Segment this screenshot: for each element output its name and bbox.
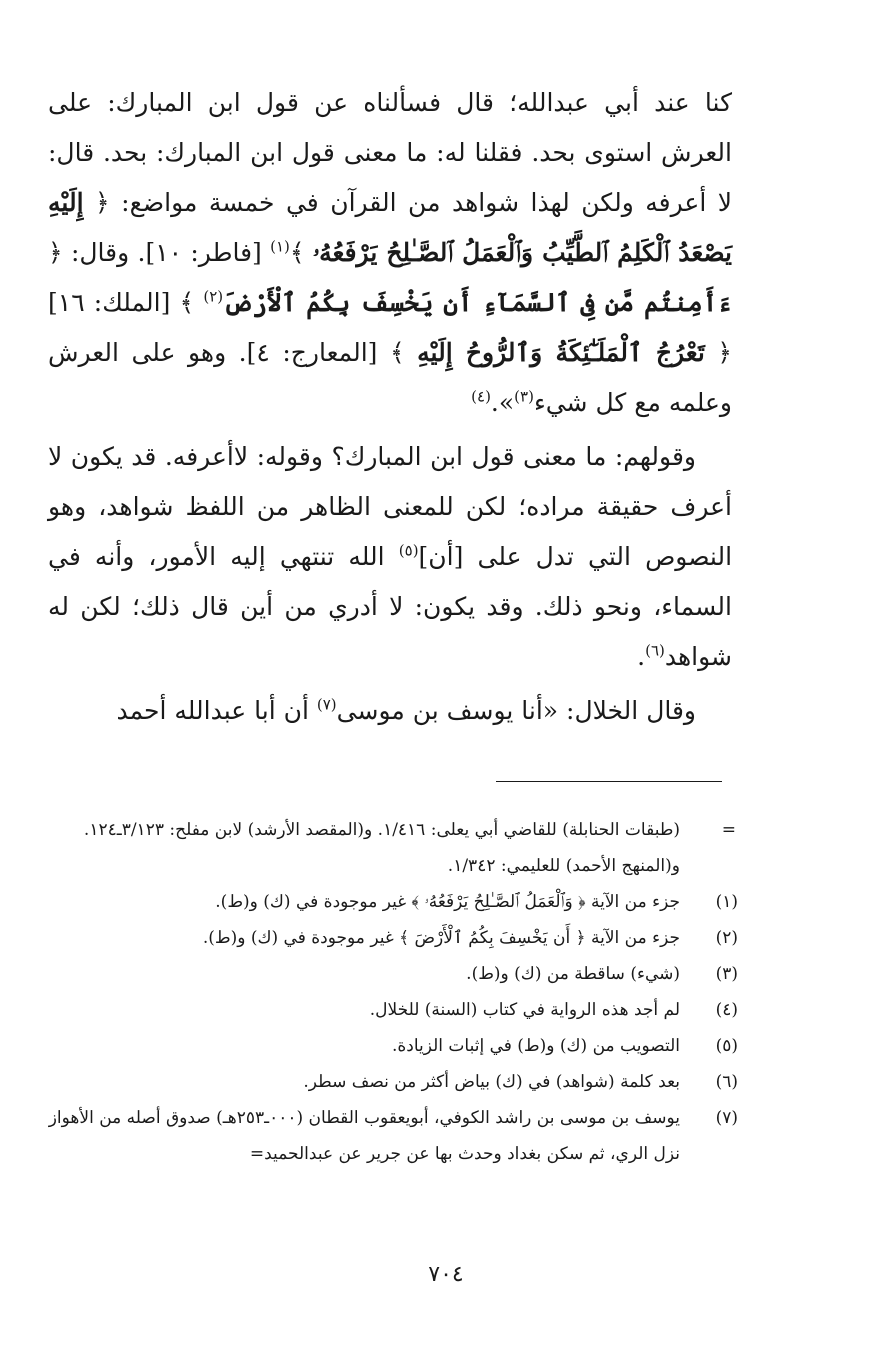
verse-open-bracket: ﴿ bbox=[95, 188, 110, 217]
paragraph-2 bbox=[48, 432, 732, 682]
paragraph-1-intro: كنا عند أبي عبدالله؛ قال فسألناه عن قول ابن المبارك: على العرش استوى بحد. فقلنا له: ما معنى قول ابن المبارك: بحد. قال: لا أعرفه ولكن لهذا شواهد من القرآن في خمسة مواضع: bbox=[48, 88, 733, 217]
paragraph-2-part-a: وقولهم: ما معنى قول ابن المبارك؟ وقوله: لاأعرفه. قد يكون لا أعرف حقيقة مراده؛ لكن للمعنى الظاهر من اللفظ شواهد، وهو النصوص التي تدل على [أن] bbox=[48, 442, 733, 571]
paragraph-3-part-a: وقال الخلال: «أنا يوسف بن موسى bbox=[336, 696, 696, 725]
footnote-number: (٦) bbox=[715, 1072, 738, 1092]
main-text bbox=[48, 78, 732, 736]
footnote-text: بعد كلمة (شواهد) في (ك) بياض أكثر من نصف سطر. bbox=[303, 1072, 680, 1092]
footnotes-section bbox=[48, 812, 738, 1172]
footnote-continuation bbox=[48, 812, 736, 884]
verse-close-bracket: ﴾ bbox=[289, 238, 305, 267]
footnote-ref-5: (٥) bbox=[398, 541, 419, 560]
footnote-number: (٣) bbox=[715, 964, 738, 984]
paragraph-1-end: ». bbox=[490, 388, 515, 417]
verse-open-bracket: ﴿ bbox=[48, 238, 63, 267]
footnote-item bbox=[48, 1100, 738, 1172]
verse-open-bracket: ﴿ bbox=[717, 338, 732, 367]
footnote-item bbox=[48, 884, 738, 920]
verse-3-reference: [المعارج: ٤]. وهو على العرش وعلمه مع كل شيء bbox=[48, 338, 732, 417]
footnote-text: جزء من الآية ﴿ أَن يَخْسِفَ بِكُمُ ٱلْأَرْضَ ﴾ غير موجودة في (ك) و(ط). bbox=[202, 928, 680, 948]
footnote-number: (١) bbox=[715, 892, 738, 912]
footnote-ref-7: (٧) bbox=[316, 695, 337, 714]
footnote-item bbox=[48, 956, 738, 992]
paragraph-1 bbox=[48, 78, 732, 428]
footnote-ref-1: (١) bbox=[270, 237, 290, 256]
footnote-separator bbox=[496, 781, 722, 782]
paragraph-3 bbox=[48, 686, 732, 736]
footnote-ref-6: (٦) bbox=[645, 641, 665, 660]
verse-close-bracket: ﴾ bbox=[389, 338, 405, 367]
footnote-ref-3: (٣) bbox=[514, 387, 534, 406]
paragraph-2-end: . bbox=[637, 642, 646, 671]
verse-2-reference: [الملك: ١٦] bbox=[48, 288, 171, 317]
footnote-text: جزء من الآية ﴿ وَٱلْعَمَلُ ٱلصَّـٰلِحُ يَرْفَعُهُۥ ﴾ غير موجودة في (ك) و(ط). bbox=[215, 892, 680, 912]
footnote-item bbox=[48, 992, 738, 1028]
verse-1-reference: [فاطر: ١٠]. bbox=[137, 238, 262, 267]
quran-verse-2: ءَأَمِنتُم مَّن فِى ٱلسَّمَآءِ أَن يَخْسِفَ بِكُمُ ٱلْأَرْضَ bbox=[223, 288, 732, 317]
verse-close-bracket: ﴾ bbox=[179, 288, 195, 317]
footnote-text: التصويب من (ك) و(ط) في إثبات الزيادة. bbox=[391, 1036, 680, 1056]
footnote-item bbox=[48, 1028, 738, 1064]
footnote-number: (٤) bbox=[715, 1000, 738, 1020]
paragraph-2-part-b: الله تنتهي إليه الأمور، وأنه في السماء، ونحو ذلك. وقد يكون: لا أدري من أين قال ذلك؛ لكن له شواهد bbox=[48, 542, 732, 671]
quran-verse-3: تَعْرُجُ ٱلْمَلَـٰٓئِكَةُ وَٱلرُّوحُ إِلَيْهِ bbox=[417, 338, 705, 367]
footnote-number: (٥) bbox=[715, 1036, 738, 1056]
footnote-number: (٧) bbox=[715, 1108, 738, 1128]
footnote-number: (٢) bbox=[715, 928, 738, 948]
page-number: ٧٠٤ bbox=[428, 1262, 464, 1287]
quran-verse-1: إِلَيْهِ يَصْعَدُ ٱلْكَلِمُ ٱلطَّيِّبُ وَٱلْعَمَلُ ٱلصَّـٰلِحُ يَرْفَعُهُۥ bbox=[48, 188, 733, 267]
continuation-mark: = bbox=[721, 820, 736, 840]
footnote-text: (شيء) ساقطة من (ك) و(ط). bbox=[466, 964, 680, 984]
footnote-item bbox=[48, 920, 738, 956]
footnote-item bbox=[48, 1064, 738, 1100]
footnote-text: يوسف بن موسى بن راشد الكوفي، أبويعقوب القطان (٠٠٠ـ٢٥٣هـ) صدوق أصله من الأهواز نزل الري، ثم سكن بغداد وحدث بها عن جرير عن عبدالحميد= bbox=[48, 1108, 680, 1164]
paragraph-3-part-b: أن أبا عبدالله أحمد bbox=[116, 696, 309, 725]
said-label: وقال: bbox=[70, 238, 130, 267]
footnote-ref-4: (٤) bbox=[471, 387, 491, 406]
footnote-text: لم أجد هذه الرواية في كتاب (السنة) للخلال. bbox=[369, 1000, 680, 1020]
footnote-text: (طبقات الحنابلة) للقاضي أبي يعلى: ١/٤١٦. و(المقصد الأرشد) لابن مفلح: ٣/١٢٣ـ١٢٤. و(المنهج الأحمد) للعليمي: ١/٣٤٢. bbox=[83, 820, 680, 876]
footnote-ref-2: (٢) bbox=[203, 287, 224, 306]
